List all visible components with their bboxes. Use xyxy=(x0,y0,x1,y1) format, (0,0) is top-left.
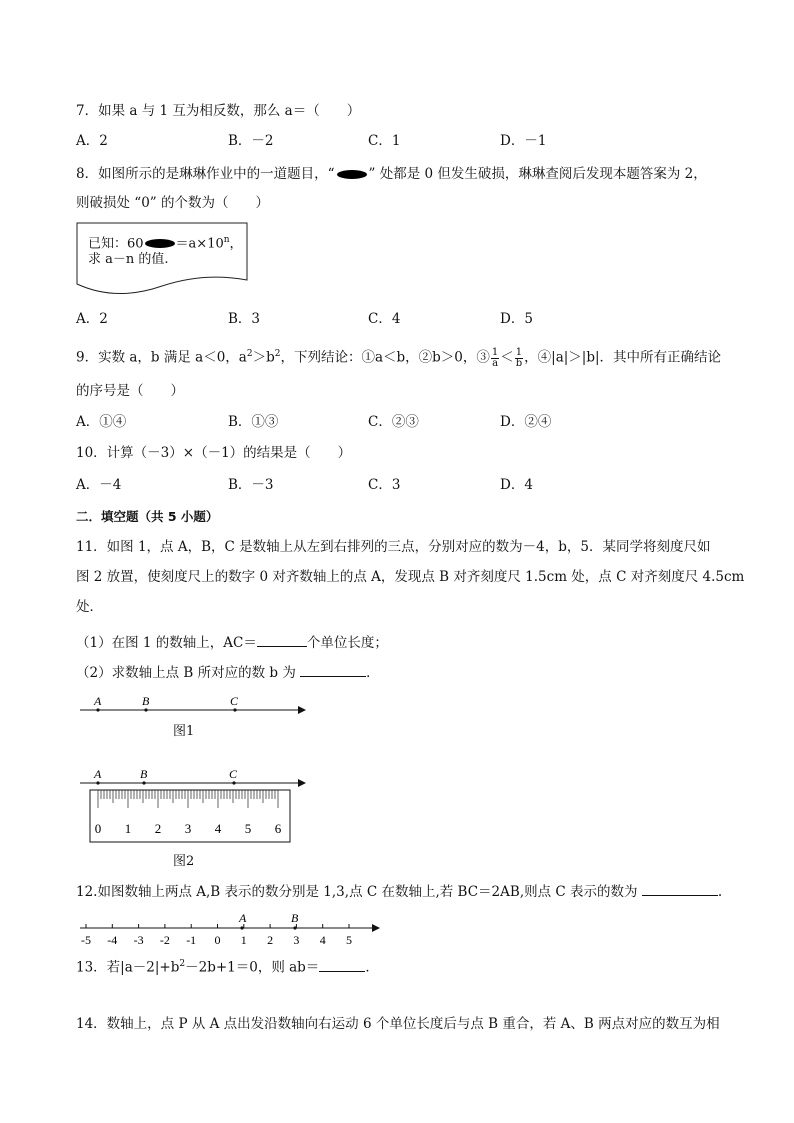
ruler-number: 5 xyxy=(244,821,252,836)
card-exponent: n xyxy=(223,235,230,245)
q12-stem: 12.如图数轴上两点 A,B 表示的数分别是 1,3,点 C 在数轴上,若 BC＝2AB,则点 C 表示的数为 . xyxy=(76,881,722,902)
figure-1-number-line xyxy=(76,690,316,740)
q9-stem-line2: 的序号是（ ） xyxy=(76,383,184,399)
q9-less-than: ＜ xyxy=(500,349,514,366)
q8-option-a: A．2 xyxy=(76,311,108,327)
ruler-number: 0 xyxy=(94,821,102,836)
q12-axis-label: -3 xyxy=(133,933,144,946)
fig2-label-a: A xyxy=(94,767,102,781)
card-text-c: ， xyxy=(229,236,243,252)
q9-stem-line1 xyxy=(76,344,721,369)
q9-sup-2: 2 xyxy=(274,349,281,359)
answer-blank-c[interactable] xyxy=(642,881,718,896)
q7-option-c: C．1 xyxy=(368,133,401,149)
q7-option-a: A．2 xyxy=(76,133,108,149)
q11-stem-line3: 处． xyxy=(76,599,103,615)
q12-axis-label: 4 xyxy=(319,933,326,946)
card-text-b: ＝a×10 xyxy=(175,236,224,252)
q12-axis-label: 3 xyxy=(293,933,300,946)
q12-label-b: B xyxy=(291,911,299,925)
q11-stem-line1: 11．如图 1，点 A，B，C 是数轴上从左到右排列的三点，分别对应的数为－4，b，5．某同学将刻度尺如 xyxy=(76,539,711,555)
q8-stem-part1: 8．如图所示的是琳琳作业中的一道题目，“ xyxy=(76,166,335,182)
q12-axis-label: 5 xyxy=(346,933,352,946)
fraction-1-over-b: $\frac{1}{b}$ xyxy=(515,346,523,369)
q9-text-c: ，下列结论：①a＜b，②b＞0，③ xyxy=(280,349,490,366)
q9-sup-1: 2 xyxy=(246,349,253,359)
ink-blot-icon xyxy=(145,239,175,248)
figure-2-caption: 图2 xyxy=(173,854,195,869)
q9-option-c: C．②③ xyxy=(368,414,419,430)
ruler-ticks xyxy=(98,790,278,808)
q8-option-b: B．3 xyxy=(228,311,261,327)
q8-option-c: C．4 xyxy=(368,311,401,327)
q14-stem: 14．数轴上，点 P 从 A 点出发沿数轴向右运动 6 个单位长度后与点 B 重合，若 A、B 两点对应的数互为相 xyxy=(76,1016,720,1032)
q8-stem-part2: ” 处都是 0 但发生破损，琳琳查阅后发现本题答案为 2， xyxy=(368,166,707,182)
fig2-label-b: B xyxy=(140,767,148,781)
q12-number-line xyxy=(76,906,396,946)
answer-blank-b[interactable] xyxy=(300,662,366,677)
q10-option-a: A．－4 xyxy=(76,477,122,493)
answer-blank-ac[interactable] xyxy=(257,632,307,647)
card-line2: 求 a－n 的值. xyxy=(88,252,169,267)
figure-2-ruler-number-line xyxy=(76,762,316,846)
fig2-label-c: C xyxy=(229,767,238,781)
fig1-label-b: B xyxy=(142,694,150,708)
q12-axis-label: -1 xyxy=(186,933,197,946)
card-line1 xyxy=(88,231,243,253)
ruler-numbers xyxy=(95,821,282,836)
section-heading-fill-in: 二．填空题（共 5 小题） xyxy=(76,509,219,524)
q9-option-a: A．①④ xyxy=(76,414,127,430)
ruler-number: 2 xyxy=(154,821,162,836)
q12-axis-label: -5 xyxy=(81,933,91,946)
q12-axis-label: 2 xyxy=(267,933,274,946)
q10-stem: 10．计算（－3）×（－1）的结果是（ ） xyxy=(76,445,352,461)
q12-axis-ticks xyxy=(81,924,352,946)
fig1-label-a: A xyxy=(94,694,102,708)
q9-option-b: B．①③ xyxy=(228,414,279,430)
q11-sub2: （2）求数轴上点 B 所对应的数 b 为 ． xyxy=(76,662,380,683)
q7-option-d: D．－1 xyxy=(500,133,547,149)
fig1-label-c: C xyxy=(230,694,239,708)
q13-stem: 13．若$|a-2|+b^2-2b+1=0$，则 ab＝ ． xyxy=(76,954,379,978)
q9-text-a: 9．实数 a，b 满足 a＜0，a xyxy=(76,349,247,366)
q10-option-c: C．3 xyxy=(368,477,401,493)
q11-sub1: （1）在图 1 的数轴上，AC＝ 个单位长度； xyxy=(76,632,388,653)
q9-text-b: ＞b xyxy=(252,349,275,366)
q10-option-b: B．－3 xyxy=(228,477,274,493)
q8-option-d: D．5 xyxy=(500,311,533,327)
answer-blank-ab[interactable] xyxy=(319,957,365,972)
ruler-number: 1 xyxy=(124,821,132,836)
q7-option-b: B．－2 xyxy=(228,133,274,149)
q11-stem-line2: 图 2 放置，使刻度尺上的数字 0 对齐数轴上的点 A，发现点 B 对齐刻度尺 1.5cm 处，点 C 对齐刻度尺 4.5cm xyxy=(76,569,745,585)
fraction-1-over-a: $\frac{1}{a}$ xyxy=(491,346,499,369)
q9-text-d: ，④|a|＞|b|．其中所有正确结论 xyxy=(524,349,722,366)
q12-axis-label: -2 xyxy=(159,933,170,946)
q7-stem: 7．如果 a 与 1 互为相反数，那么 a＝（ ） xyxy=(76,103,361,119)
ruler-number: 3 xyxy=(184,821,192,836)
q8-stem-line2: 则破损处 “0” 的个数为（ ） xyxy=(76,195,269,211)
ruler-number: 4 xyxy=(214,821,222,836)
q10-option-d: D．4 xyxy=(500,477,533,493)
q8-problem-card xyxy=(76,222,248,300)
q9-option-d: D．②④ xyxy=(500,414,552,430)
q12-axis-label: -4 xyxy=(107,933,118,946)
q12-axis-label: 0 xyxy=(214,933,221,946)
q8-stem-line1 xyxy=(76,164,707,184)
card-text-a: 已知：60 xyxy=(88,236,144,252)
ink-blot-icon xyxy=(337,170,367,179)
ruler-number: 6 xyxy=(274,821,282,836)
figure-1-caption: 图1 xyxy=(173,724,195,739)
q12-axis-label: 1 xyxy=(240,933,247,946)
q12-label-a: A xyxy=(239,911,247,925)
